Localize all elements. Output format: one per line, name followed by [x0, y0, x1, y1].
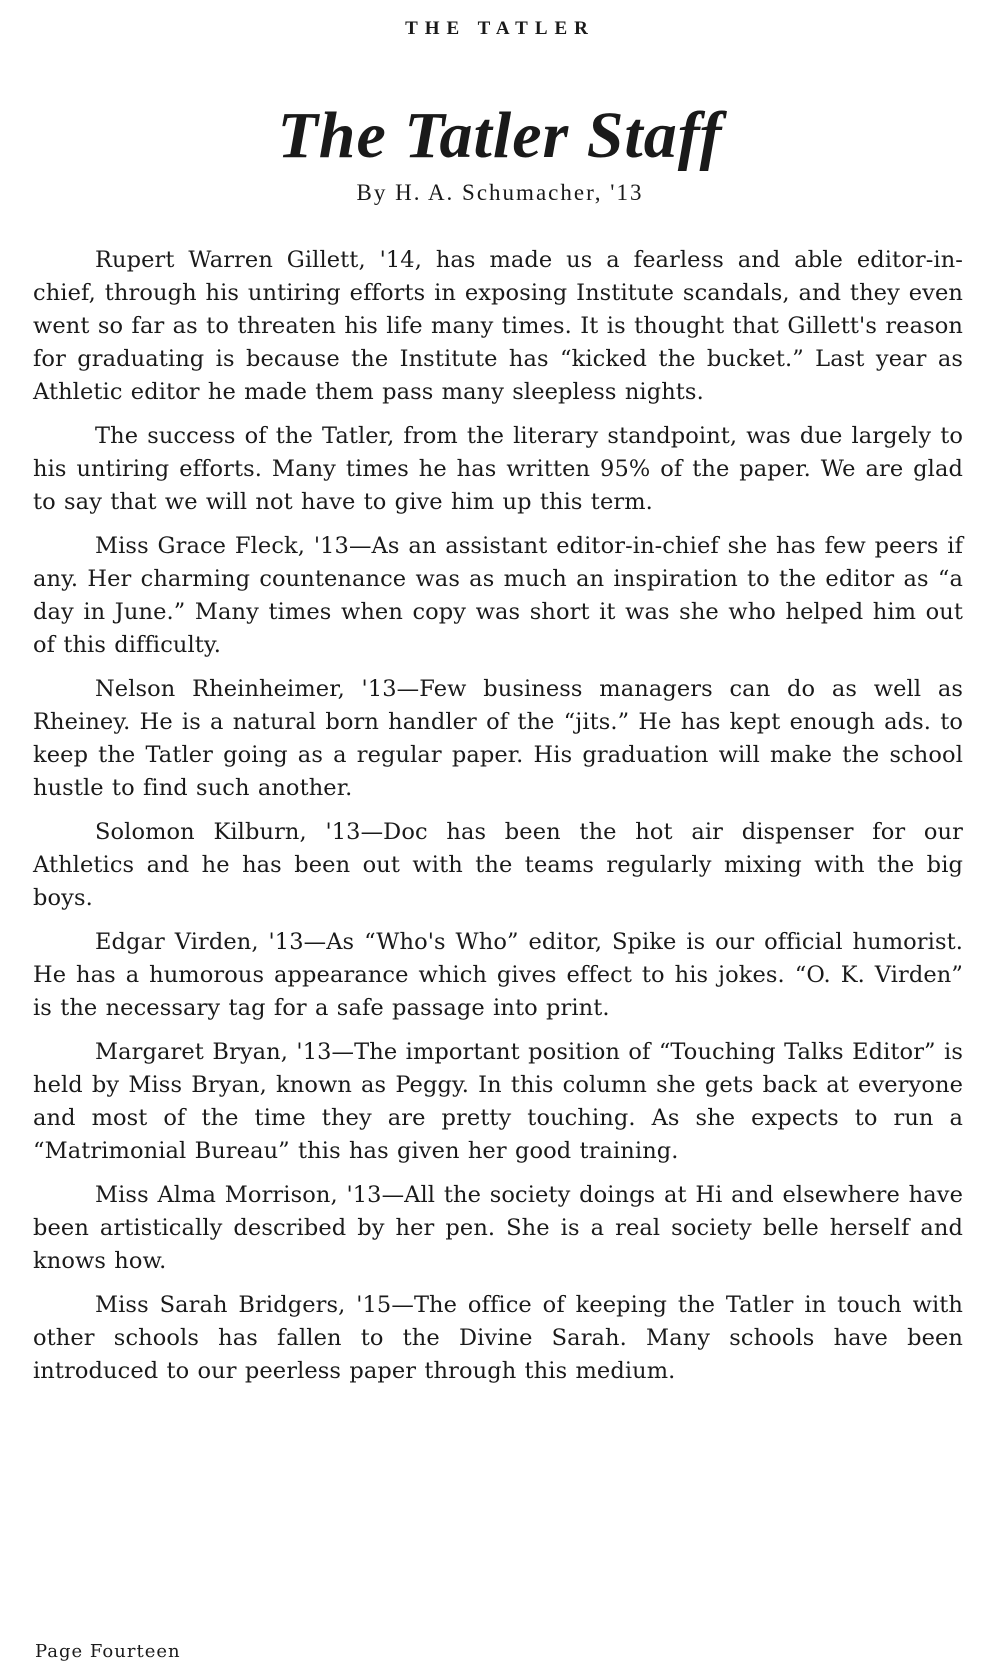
article-byline: By H. A. Schumacher, '13 — [356, 180, 644, 205]
paragraph: Miss Grace Fleck, '13—As an assistant editor-in-chief she has few peers if any. Her charming countenance was as much an inspiration to the editor as “a day in June.” Many times when copy was short it was she who helped him out of this difficulty. — [33, 533, 963, 658]
article-body — [33, 244, 963, 1399]
paragraph: Miss Alma Morrison, '13—All the society doings at Hi and elsewhere have been artistically described by her pen. She is a real society belle herself and knows how. — [33, 1182, 963, 1274]
running-head: THE TATLER — [405, 18, 595, 39]
paragraph: Nelson Rheinheimer, '13—Few business managers can do as well as Rheiney. He is a natural born handler of the “jits.” He has kept enough ads. to keep the Tatler going as a regular paper. His graduation will make the school hustle to find such another. — [33, 676, 963, 801]
paragraph: Margaret Bryan, '13—The important position of “Touching Talks Editor” is held by Miss Bryan, known as Peggy. In this column she gets back at everyone and most of the time they are pretty touching. As she expects to run a “Matrimonial Bureau” this has given her good training. — [33, 1039, 963, 1164]
page-number: Page Fourteen — [35, 1641, 181, 1662]
paragraph: Edgar Virden, '13—As “Who's Who” editor, Spike is our official humorist. He has a humorous appearance which gives effect to his jokes. “O. K. Virden” is the necessary tag for a safe passage into print. — [33, 929, 963, 1021]
paragraph: The success of the Tatler, from the literary standpoint, was due largely to his untiring efforts. Many times he has written 95% of the paper. We are glad to say that we will not have to give him up this term. — [33, 423, 963, 515]
paragraph: Solomon Kilburn, '13—Doc has been the hot air dispenser for our Athletics and he has been out with the teams regularly mixing with the big boys. — [33, 819, 963, 911]
paragraph: Miss Sarah Bridgers, '15—The office of keeping the Tatler in touch with other schools has fallen to the Divine Sarah. Many schools have been introduced to our peerless paper through this medium. — [33, 1292, 963, 1384]
paragraph: Rupert Warren Gillett, '14, has made us a fearless and able editor-in-chief, through his untiring efforts in exposing Institute scandals, and they even went so far as to threaten his life many times. It is thought that Gillett's reason for graduating is because the Institute has “kicked the bucket.” Last year as Athletic editor he made them pass many sleepless nights. — [33, 247, 963, 405]
article-title: The Tatler Staff — [277, 99, 723, 172]
